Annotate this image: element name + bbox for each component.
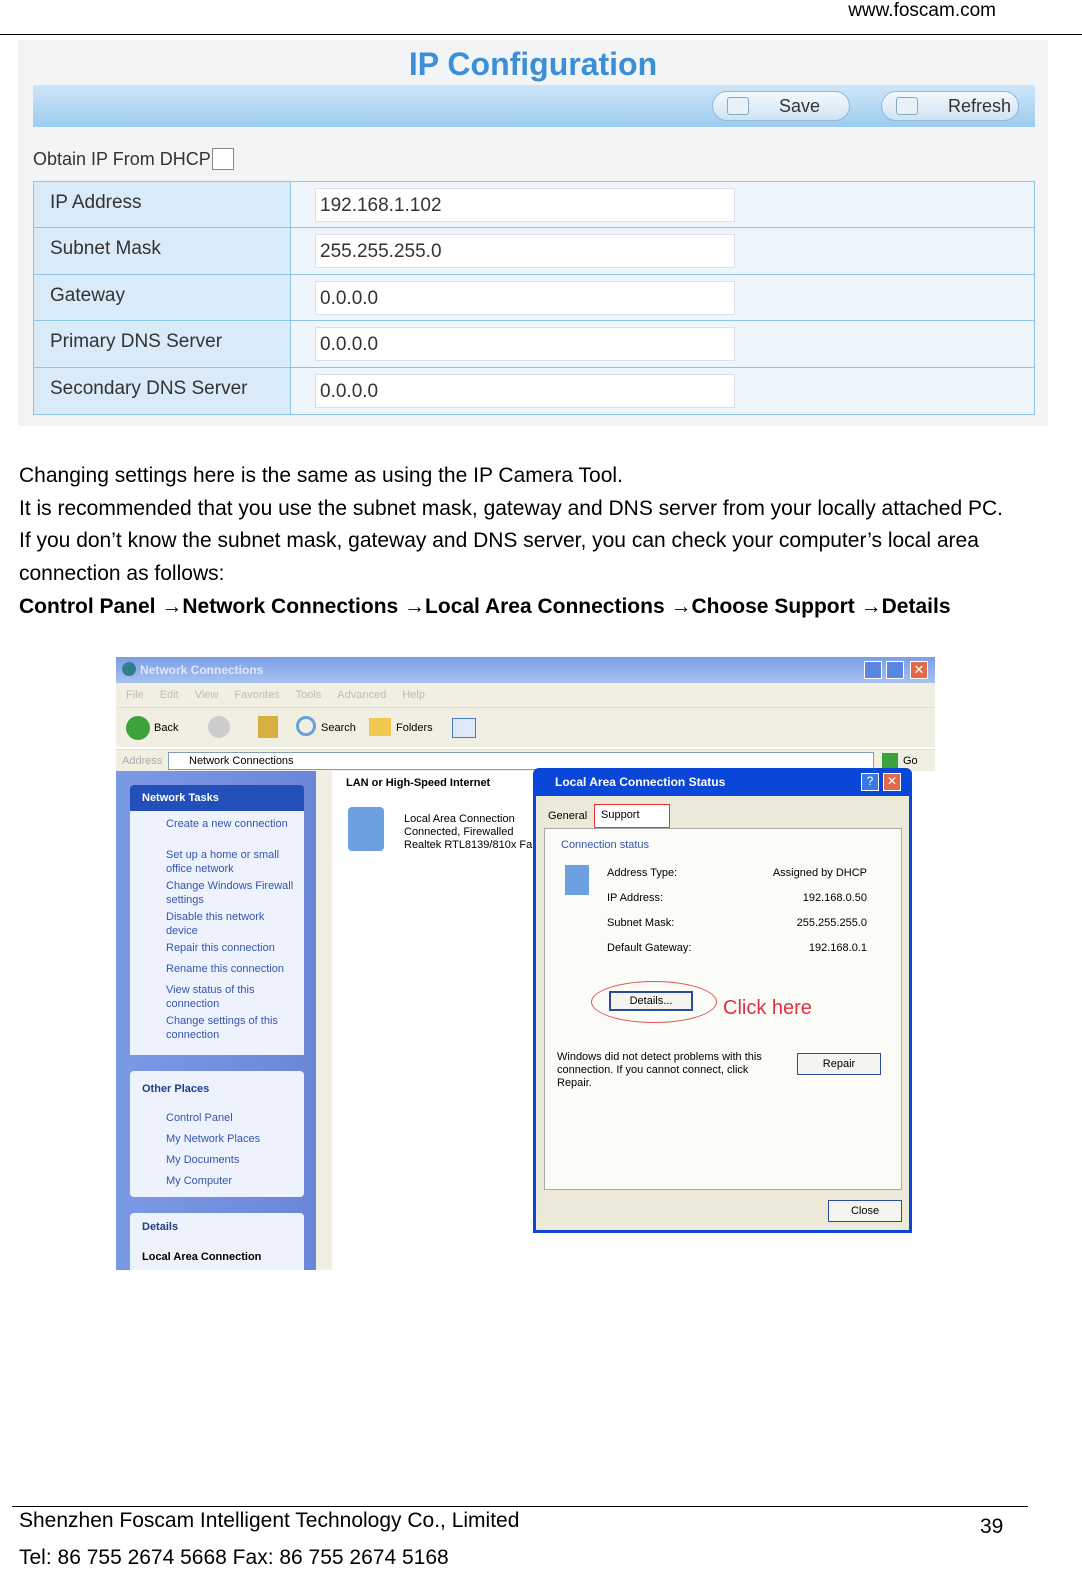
network-icon [565, 865, 589, 895]
place-link[interactable]: My Computer [166, 1175, 233, 1187]
place-link[interactable]: My Documents [166, 1154, 240, 1166]
back-arrow-icon[interactable] [126, 716, 150, 740]
gateway-input[interactable]: 0.0.0.0 [315, 281, 735, 315]
divider [12, 1506, 1028, 1507]
tab-general[interactable]: General [548, 810, 588, 822]
site-url: www.foscam.com [848, 0, 996, 21]
network-tasks-header[interactable]: Network Tasks [130, 785, 304, 811]
dhcp-option [33, 148, 234, 170]
panel-title: IP Configuration [408, 46, 658, 82]
lan-connection-item[interactable]: Local Area Connection Connected, Firewalled Realtek RTL8139/810x Fa [404, 813, 533, 851]
tab-panel [544, 828, 902, 1190]
task-link[interactable]: Set up a home or small office network [166, 849, 280, 875]
group-header: LAN or High-Speed Internet [346, 777, 491, 789]
save-label: Save [779, 95, 821, 116]
task-link[interactable]: Rename this connection [166, 963, 285, 975]
menu-tools[interactable]: Tools [295, 689, 322, 701]
dhcp-checkbox[interactable] [212, 148, 234, 170]
refresh-icon [896, 97, 918, 115]
toolbar [33, 85, 1035, 127]
paragraph: It is recommended that you use the subnet mask, gateway and DNS server from your locally attached PC. [19, 497, 1003, 520]
folders-button[interactable]: Folders [396, 722, 433, 734]
paragraph: Changing settings here is the same as using the IP Camera Tool. [19, 464, 623, 487]
close-button[interactable]: Close [828, 1200, 902, 1222]
up-folder-icon[interactable] [258, 716, 278, 738]
ip-address-input[interactable]: 192.168.1.102 [315, 188, 735, 222]
primary-dns-input[interactable]: 0.0.0.0 [315, 327, 735, 361]
search-button[interactable]: Search [321, 722, 356, 734]
group-label: Connection status [561, 839, 650, 851]
go-button[interactable]: Go [903, 755, 918, 767]
status-rows: Address Type: Assigned by DHCP IP Address: 192.168.0.50 Subnet Mask: 255.255.255.0 Default Gateway: 192.168.0.1 [607, 867, 867, 954]
other-places-header[interactable]: Other Places [142, 1083, 210, 1095]
window-title: Network Connections [140, 663, 264, 677]
forward-icon[interactable] [208, 716, 230, 738]
task-link[interactable]: Disable this network device [166, 911, 265, 937]
field-label: Subnet Mask [34, 228, 291, 273]
address-label: Address [122, 755, 163, 767]
place-link[interactable]: My Network Places [166, 1133, 261, 1145]
toolbar [116, 707, 935, 747]
title-bar [116, 657, 935, 683]
ip-configuration-panel [18, 40, 1048, 426]
task-link[interactable]: Create a new connection [166, 818, 288, 830]
field-row [34, 368, 1034, 414]
menu-advanced[interactable]: Advanced [337, 689, 387, 701]
dialog-body [536, 796, 909, 1230]
network-connections-window [116, 657, 935, 1270]
contact-info: Tel: 86 755 2674 5668 Fax: 86 755 2674 5168 [19, 1546, 449, 1569]
network-tasks-list [130, 811, 304, 1055]
menu-help[interactable]: Help [402, 689, 425, 701]
menu-edit[interactable]: Edit [159, 689, 179, 701]
lan-connection-icon[interactable] [348, 807, 384, 851]
field-row [34, 275, 1034, 321]
go-arrow-icon[interactable] [882, 753, 898, 769]
task-link[interactable]: Change Windows Firewall settings [166, 880, 294, 906]
refresh-button[interactable] [881, 91, 1019, 121]
task-link[interactable]: Repair this connection [166, 942, 275, 954]
task-link[interactable]: View status of this connection [166, 984, 255, 1010]
field-label: Primary DNS Server [34, 321, 291, 366]
divider [0, 34, 1082, 35]
folders-icon [369, 718, 391, 736]
field-label: IP Address [34, 182, 291, 227]
other-places [130, 1071, 304, 1197]
page-number: 39 [980, 1515, 1004, 1538]
secondary-dns-input[interactable]: 0.0.0.0 [315, 374, 735, 408]
help-icon[interactable]: ? [861, 773, 879, 791]
ip-fields-table [33, 181, 1035, 415]
address-input[interactable]: Network Connections [168, 752, 874, 770]
field-row [34, 228, 1034, 274]
back-button[interactable]: Back [154, 722, 179, 734]
close-icon[interactable]: ✕ [910, 661, 928, 679]
task-link[interactable]: Change settings of this connection [166, 1015, 278, 1041]
status-message: Windows did not detect problems with this connection. If you cannot connect, click Repair. [557, 1051, 762, 1089]
search-icon [296, 716, 316, 736]
details-header[interactable]: Details [142, 1221, 179, 1233]
paragraph: If you don’t know the subnet mask, gateway and DNS server, you can check your computer’s local area connection as follows: [19, 529, 979, 585]
views-icon[interactable] [452, 718, 476, 738]
field-label: Secondary DNS Server [34, 368, 291, 414]
menu-bar [116, 683, 935, 707]
field-row [34, 182, 1034, 228]
save-icon [727, 97, 749, 115]
maximize-button[interactable] [886, 661, 904, 679]
field-label: Gateway [34, 275, 291, 320]
menu-file[interactable]: File [126, 689, 144, 701]
minimize-button[interactable] [864, 661, 882, 679]
dialog-title: Local Area Connection Status [555, 775, 726, 789]
repair-button[interactable]: Repair [797, 1053, 881, 1075]
place-link[interactable]: Control Panel [166, 1112, 233, 1124]
navigation-path: Control Panel →Network Connections →Local Area Connections →Choose Support →Details [19, 595, 951, 618]
scrollbar[interactable] [316, 771, 332, 1270]
close-icon[interactable]: ✕ [883, 773, 901, 791]
menu-favorites[interactable]: Favorites [234, 689, 280, 701]
menu-view[interactable]: View [194, 689, 219, 701]
tab-support[interactable]: Support [594, 804, 670, 828]
network-icon [122, 662, 136, 676]
company-name: Shenzhen Foscam Intelligent Technology Co., Limited [19, 1509, 520, 1532]
status-dialog [533, 768, 912, 1233]
dhcp-label: Obtain IP From DHCP [33, 148, 211, 169]
click-here-annotation: Click here [723, 997, 812, 1019]
details-button[interactable]: Details... [609, 991, 693, 1011]
save-button[interactable] [712, 91, 850, 121]
field-row [34, 321, 1034, 367]
details-section [130, 1213, 304, 1270]
task-pane [116, 771, 316, 1270]
subnet-mask-input[interactable]: 255.255.255.0 [315, 234, 735, 268]
refresh-label: Refresh [948, 95, 1012, 116]
details-item: Local Area Connection [142, 1251, 262, 1263]
